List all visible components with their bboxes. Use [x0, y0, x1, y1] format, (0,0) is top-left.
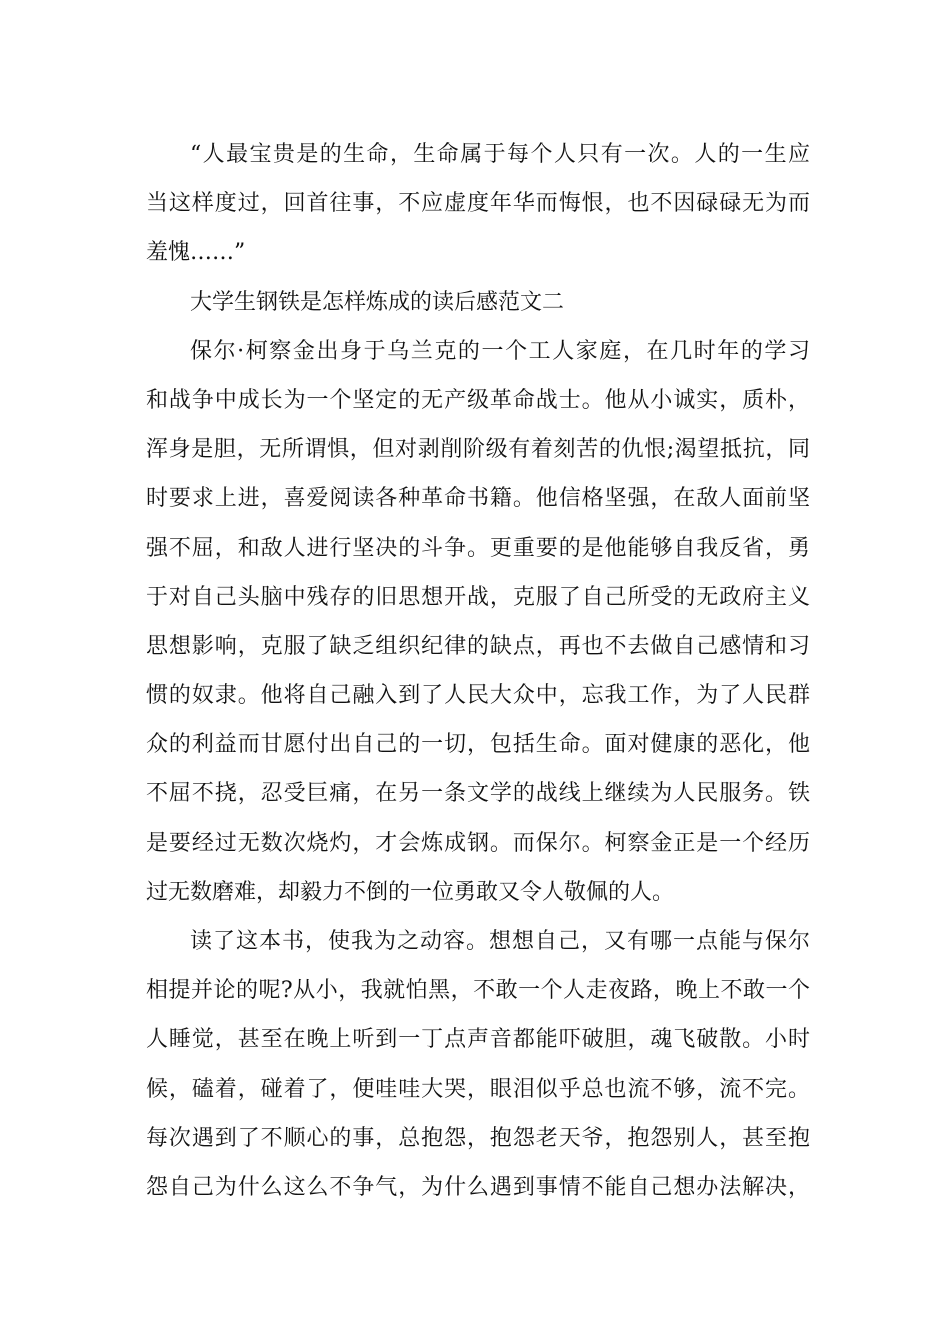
text-line: 是要经过无数次烧灼，才会炼成钢。而保尔。柯察金正是一个经历 [146, 830, 810, 856]
text-line: 人睡觉，甚至在晚上听到一丁点声音都能吓破胆，魂飞破散。小时 [146, 1027, 810, 1053]
text-line: 保尔·柯察金出身于乌兰克的一个工人家庭，在几时年的学习 [190, 338, 810, 364]
text-line: 候，磕着，碰着了，便哇哇大哭，眼泪似乎总也流不够，流不完。 [146, 1076, 810, 1102]
text-line: 怨自己为什么这么不争气，为什么遇到事情不能自己想办法解决， [146, 1174, 810, 1200]
text-line: 当这样度过，回首往事，不应虚度年华而悔恨，也不因碌碌无为而 [146, 191, 810, 217]
text-line: 每次遇到了不顺心的事，总抱怨，抱怨老天爷，抱怨别人，甚至抱 [146, 1125, 810, 1151]
text-line: “人最宝贵是的生命，生命属于每个人只有一次。人的一生应 [190, 142, 810, 167]
text-line: 众的利益而甘愿付出自己的一切，包括生命。面对健康的恶化，他 [146, 732, 810, 758]
section-heading: 大学生钢铁是怎样炼成的读后感范文二 [190, 289, 565, 315]
text-line: 于对自己头脑中残存的旧思想开战，克服了自己所受的无政府主义 [146, 584, 810, 610]
text-line: 读了这本书，使我为之动容。想想自己，又有哪一点能与保尔 [190, 929, 810, 954]
text-line: 强不屈，和敌人进行坚决的斗争。更重要的是他能够自我反省，勇 [146, 535, 810, 561]
text-line: 浑身是胆，无所谓惧，但对剥削阶级有着刻苦的仇恨;渴望抵抗，同 [146, 437, 810, 463]
text-line: 惯的奴隶。他将自己融入到了人民大众中，忘我工作，为了人民群 [146, 683, 810, 709]
text-line: 羞愧……” [146, 240, 246, 266]
document-body [146, 130, 810, 1212]
text-line: 相提并论的呢?从小，我就怕黑，不敢一个人走夜路，晚上不敢一个 [146, 978, 810, 1004]
text-line: 思想影响，克服了缺乏组织纪律的缺点，再也不去做自己感情和习 [146, 633, 810, 659]
text-line: 和战争中成长为一个坚定的无产级革命战士。他从小诚实，质朴， [146, 387, 810, 413]
text-line: 不屈不挠，忍受巨痛，在另一条文学的战线上继续为人民服务。铁 [146, 781, 810, 807]
text-line: 过无数磨难，却毅力不倒的一位勇敢又令人敬佩的人。 [146, 879, 675, 905]
text-line: 时要求上进，喜爱阅读各种革命书籍。他信格坚强，在敌人面前坚 [146, 486, 810, 512]
